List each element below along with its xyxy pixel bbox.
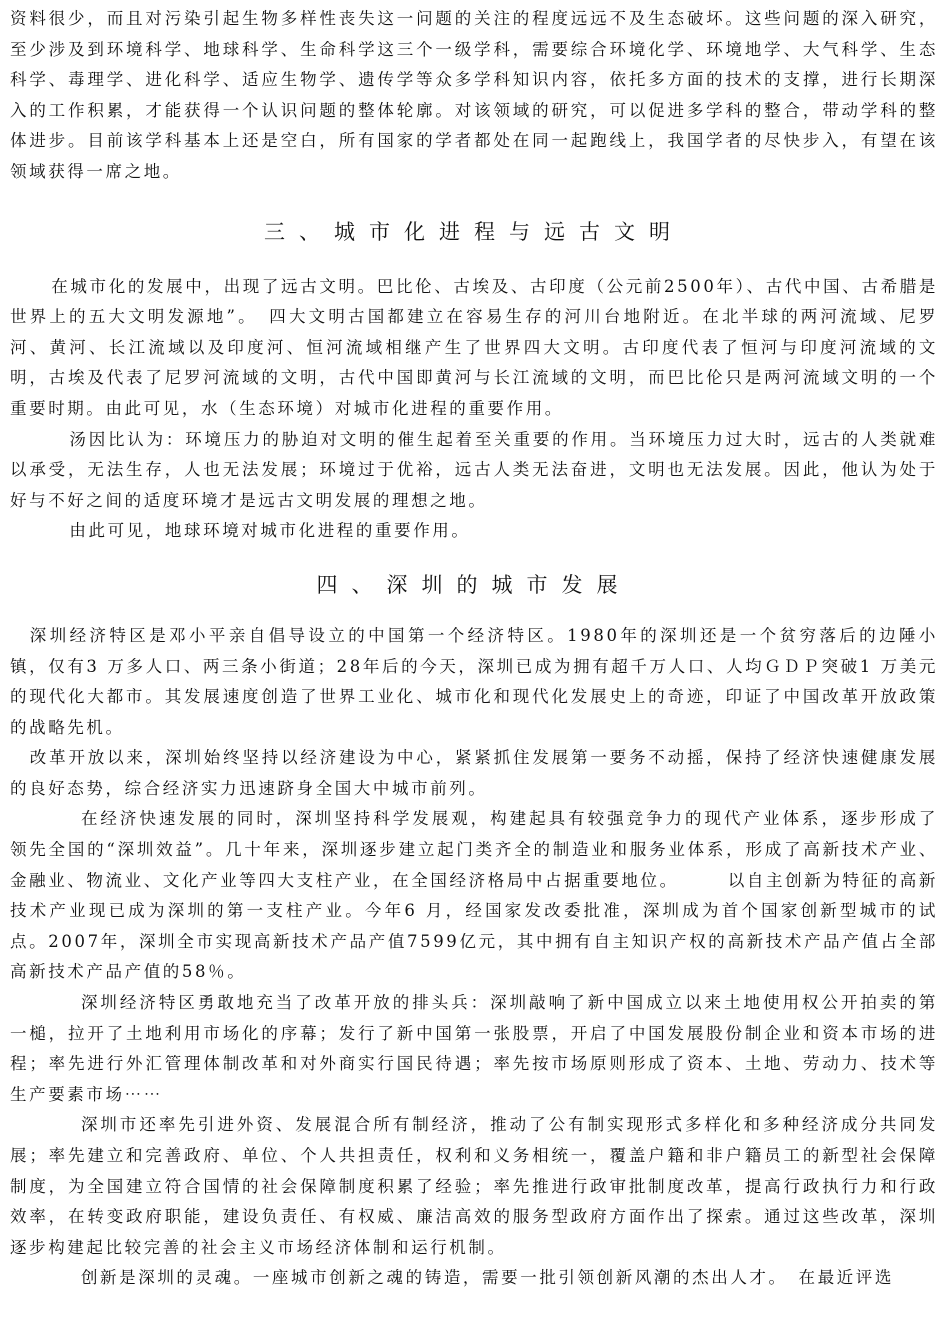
spacer (10, 188, 938, 214)
spacer (10, 603, 938, 621)
section3-paragraph-3: 由此可见，地球环境对城市化进程的重要作用。 (69, 521, 471, 541)
intro-paragraph: 资料很少，而且对污染引起生物多样性丧失这一问题的关注的程度远远不及生态破坏。这些问题的深入研究，至少涉及到环境科学、地球科学、生命科学这三个一级学科，需要综合环境化学、环境地学、大气科学、生态科学、毒理学、进化科学、适应生物学、遗传学等众多学科知识内容，依托多方面的技术的支撑，进行长期深入的工作积累，才能获得一个认识问题的整体轮廓。对该领域的研究，可以促进多学科的整合，带动学科的整体进步。目前该学科基本上还是空白，所有国家的学者都处在同一起跑线上，我国学者的尽快步入，有望在该领域获得一席之地。 (10, 9, 938, 181)
spacer (10, 547, 938, 567)
section4-paragraph-3: 在经济快速发展的同时，深圳坚持科学发展观，构建起具有较强竞争力的现代产业体系，逐步形成了领先全国的“深圳效益”。几十年来，深圳逐步建立起门类齐全的制造业和服务业体系，形成了高新技术产业、金融业、物流业、文化产业等四大支柱产业，在全国经济格局中占据重要地位。 以自主创新为特征的高新技术产业现已成为深圳的第一支柱产业。今年6 月，经国家发改委批准，深圳成为首个国家创新型城市的试点。2007年，深圳全市实现高新技术产品产值7599亿元，其中拥有自主知识产权的高新技术产品产值占全部高新技术产品产值的58％。 (10, 809, 938, 982)
section4-paragraph-6: 创新是深圳的灵魂。一座城市创新之魂的铸造，需要一批引领创新风潮的杰出人才。 在最近评选 (80, 1268, 894, 1288)
section4-paragraph-1: 深圳经济特区是邓小平亲自倡导设立的中国第一个经济特区。1980年的深圳还是一个贫穷落后的边陲小镇，仅有3 万多人口、两三条小街道；28年后的今天，深圳已成为拥有超千万人口、人均ＧＤＰ突破1 万美元的现代化大都市。其发展速度创造了世界工业化、城市化和现代化发展史上的奇迹，印证了中国改革开放政策的战略先机。 (10, 625, 938, 737)
document-page (10, 4, 938, 1294)
section4-paragraph-2: 改革开放以来，深圳始终坚持以经济建设为中心，紧紧抓住发展第一要务不动摇，保持了经济快速健康发展的良好态势，综合经济实力迅速跻身全国大中城市前列。 (10, 748, 938, 798)
section3-paragraph-1: 在城市化的发展中，出现了远古文明。巴比伦、古埃及、古印度（公元前2500年）、古代中国、古希腊是世界上的五大文明发源地”。 四大文明古国都建立在容易生存的河川台地附近。在北半球的两河流域、尼罗河、黄河、长江流域以及印度河、恒河流域相继产生了世界四大文明。古印度代表了恒河与印度河流域的文明，古埃及代表了尼罗河流域的文明，古代中国即黄河与长江流域的文明，而巴比伦只是两河流域文明的一个重要时期。由此可见，水（生态环境）对城市化进程的重要作用。 (10, 276, 938, 418)
section3-paragraph-2: 汤因比认为：环境压力的胁迫对文明的催生起着至关重要的作用。当环境压力过大时，远古的人类就难以承受，无法生存，人也无法发展；环境过于优裕，远古人类无法奋进，文明也无法发展。因此，他认为处于好与不好之间的适度环境才是远古文明发展的理想之地。 (10, 429, 938, 510)
section4-paragraph-4: 深圳经济特区勇敢地充当了改革开放的排头兵：深圳敲响了新中国成立以来土地使用权公开拍卖的第一槌，拉开了土地利用市场化的序幕；发行了新中国第一张股票，开启了中国发展股份制企业和资本市场的进程；率先进行外汇管理体制改革和对外商实行国民待遇；率先按市场原则形成了资本、土地、劳动力、技术等生产要素市场⋯⋯ (10, 993, 938, 1104)
spacer (10, 250, 938, 272)
section-heading-4: 四、深圳的城市发展 (316, 572, 632, 597)
section-heading-3: 三、城市化进程与远古文明 (264, 219, 684, 244)
section4-paragraph-5: 深圳市还率先引进外资、发展混合所有制经济，推动了公有制实现形式多样化和多种经济成分共同发展；率先建立和完善政府、单位、个人共担责任，权利和义务相统一，覆盖户籍和非户籍员工的新型社会保障制度，为全国建立符合国情的社会保障制度积累了经验；率先推进行政审批制度改革，提高行政执行力和行政效率，在转变政府职能，建设负责任、有权威、廉洁高效的服务型政府方面作出了探索。通过这些改革，深圳逐步构建起比较完善的社会主义市场经济体制和运行机制。 (10, 1115, 938, 1257)
